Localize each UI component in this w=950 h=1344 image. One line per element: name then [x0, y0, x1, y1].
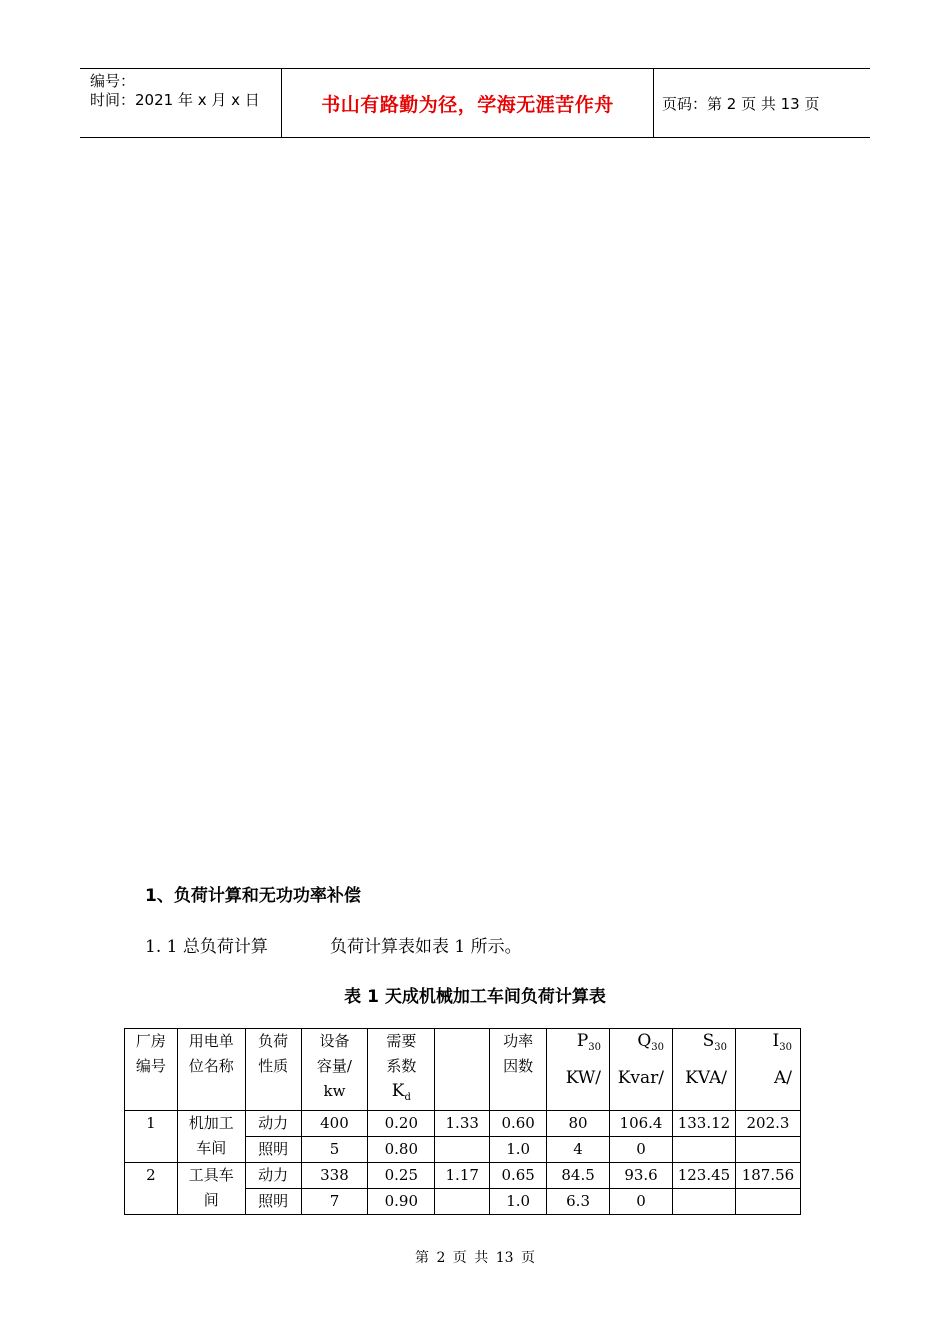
load-calculation-table	[124, 1028, 801, 1215]
cell-pf: 1.0	[490, 1189, 547, 1215]
cell-tan: 1.17	[435, 1163, 490, 1189]
header-p30: $P_{30}$ KW/	[547, 1029, 610, 1111]
header-motto-cell	[281, 69, 654, 137]
header-capacity: 设备 容量/ kw	[301, 1029, 368, 1111]
subsection	[145, 932, 522, 957]
cell-s30	[673, 1189, 736, 1215]
cell-i30: 187.56	[735, 1163, 800, 1189]
cell-pf: 0.65	[490, 1163, 547, 1189]
motto: 书山有路勤为径，学海无涯苦作舟	[321, 93, 614, 116]
cell-kd: 0.20	[368, 1111, 435, 1137]
cell-p30: 80	[547, 1111, 610, 1137]
cell-capacity: 7	[301, 1189, 368, 1215]
header-meta	[80, 69, 281, 137]
cell-no: 1	[125, 1111, 178, 1163]
number-label: 编号：	[90, 72, 136, 90]
table-caption: 表 1 天成机械加工车间负荷计算表	[344, 987, 606, 1007]
header-unit-name: 用电单 位名称	[177, 1029, 245, 1111]
cell-q30: 106.4	[610, 1111, 673, 1137]
cell-kd: 0.80	[368, 1137, 435, 1163]
header-power-factor: 功率 因数	[490, 1029, 547, 1111]
table-header-row	[125, 1029, 801, 1111]
cell-capacity: 338	[301, 1163, 368, 1189]
cell-p30: 6.3	[547, 1189, 610, 1215]
cell-s30: 123.45	[673, 1163, 736, 1189]
cell-i30: 202.3	[735, 1111, 800, 1137]
cell-s30	[673, 1137, 736, 1163]
cell-kd: 0.25	[368, 1163, 435, 1189]
header-load-type: 负荷 性质	[245, 1029, 301, 1111]
subsection-text: 负荷计算表如表 1 所示。	[330, 937, 522, 957]
cell-no: 2	[125, 1163, 178, 1215]
header-i30: $I_{30}$ A/	[735, 1029, 800, 1111]
cell-capacity: 5	[301, 1137, 368, 1163]
header-demand-factor: 需要 系数 $K_d$	[368, 1029, 435, 1111]
cell-p30: 4	[547, 1137, 610, 1163]
cell-tan	[435, 1189, 490, 1215]
cell-q30: 93.6	[610, 1163, 673, 1189]
cell-type: 动力	[245, 1111, 301, 1137]
cell-unit-name: 机加工 车间	[177, 1111, 245, 1163]
cell-p30: 84.5	[547, 1163, 610, 1189]
cell-pf: 1.0	[490, 1137, 547, 1163]
cell-type: 照明	[245, 1189, 301, 1215]
cell-capacity: 400	[301, 1111, 368, 1137]
cell-q30: 0	[610, 1189, 673, 1215]
header-factory-no: 厂房 编号	[125, 1029, 178, 1111]
cell-kd: 0.90	[368, 1189, 435, 1215]
cell-i30	[735, 1189, 800, 1215]
cell-type: 照明	[245, 1137, 301, 1163]
page-info: 页码：第 2 页 共 13 页	[662, 94, 820, 113]
cell-unit-name: 工具车 间	[177, 1163, 245, 1215]
header-tan	[435, 1029, 490, 1111]
header-page-info-cell	[654, 69, 870, 137]
table-row	[125, 1163, 801, 1189]
cell-q30: 0	[610, 1137, 673, 1163]
time-label: 时间：2021 年 x 月 x 日	[90, 91, 260, 109]
page-header	[80, 68, 870, 138]
header-q30: $Q_{30}$ Kvar/	[610, 1029, 673, 1111]
header-s30: $S_{30}$ KVA/	[673, 1029, 736, 1111]
cell-i30	[735, 1137, 800, 1163]
cell-pf: 0.60	[490, 1111, 547, 1137]
subsection-label: 1. 1 总负荷计算	[145, 937, 268, 957]
cell-tan	[435, 1137, 490, 1163]
table-row	[125, 1111, 801, 1137]
cell-tan: 1.33	[435, 1111, 490, 1137]
cell-type: 动力	[245, 1163, 301, 1189]
page-footer: 第 2 页 共 13 页	[415, 1250, 535, 1266]
cell-s30: 133.12	[673, 1111, 736, 1137]
section-title: 1、负荷计算和无功功率补偿	[145, 886, 361, 906]
